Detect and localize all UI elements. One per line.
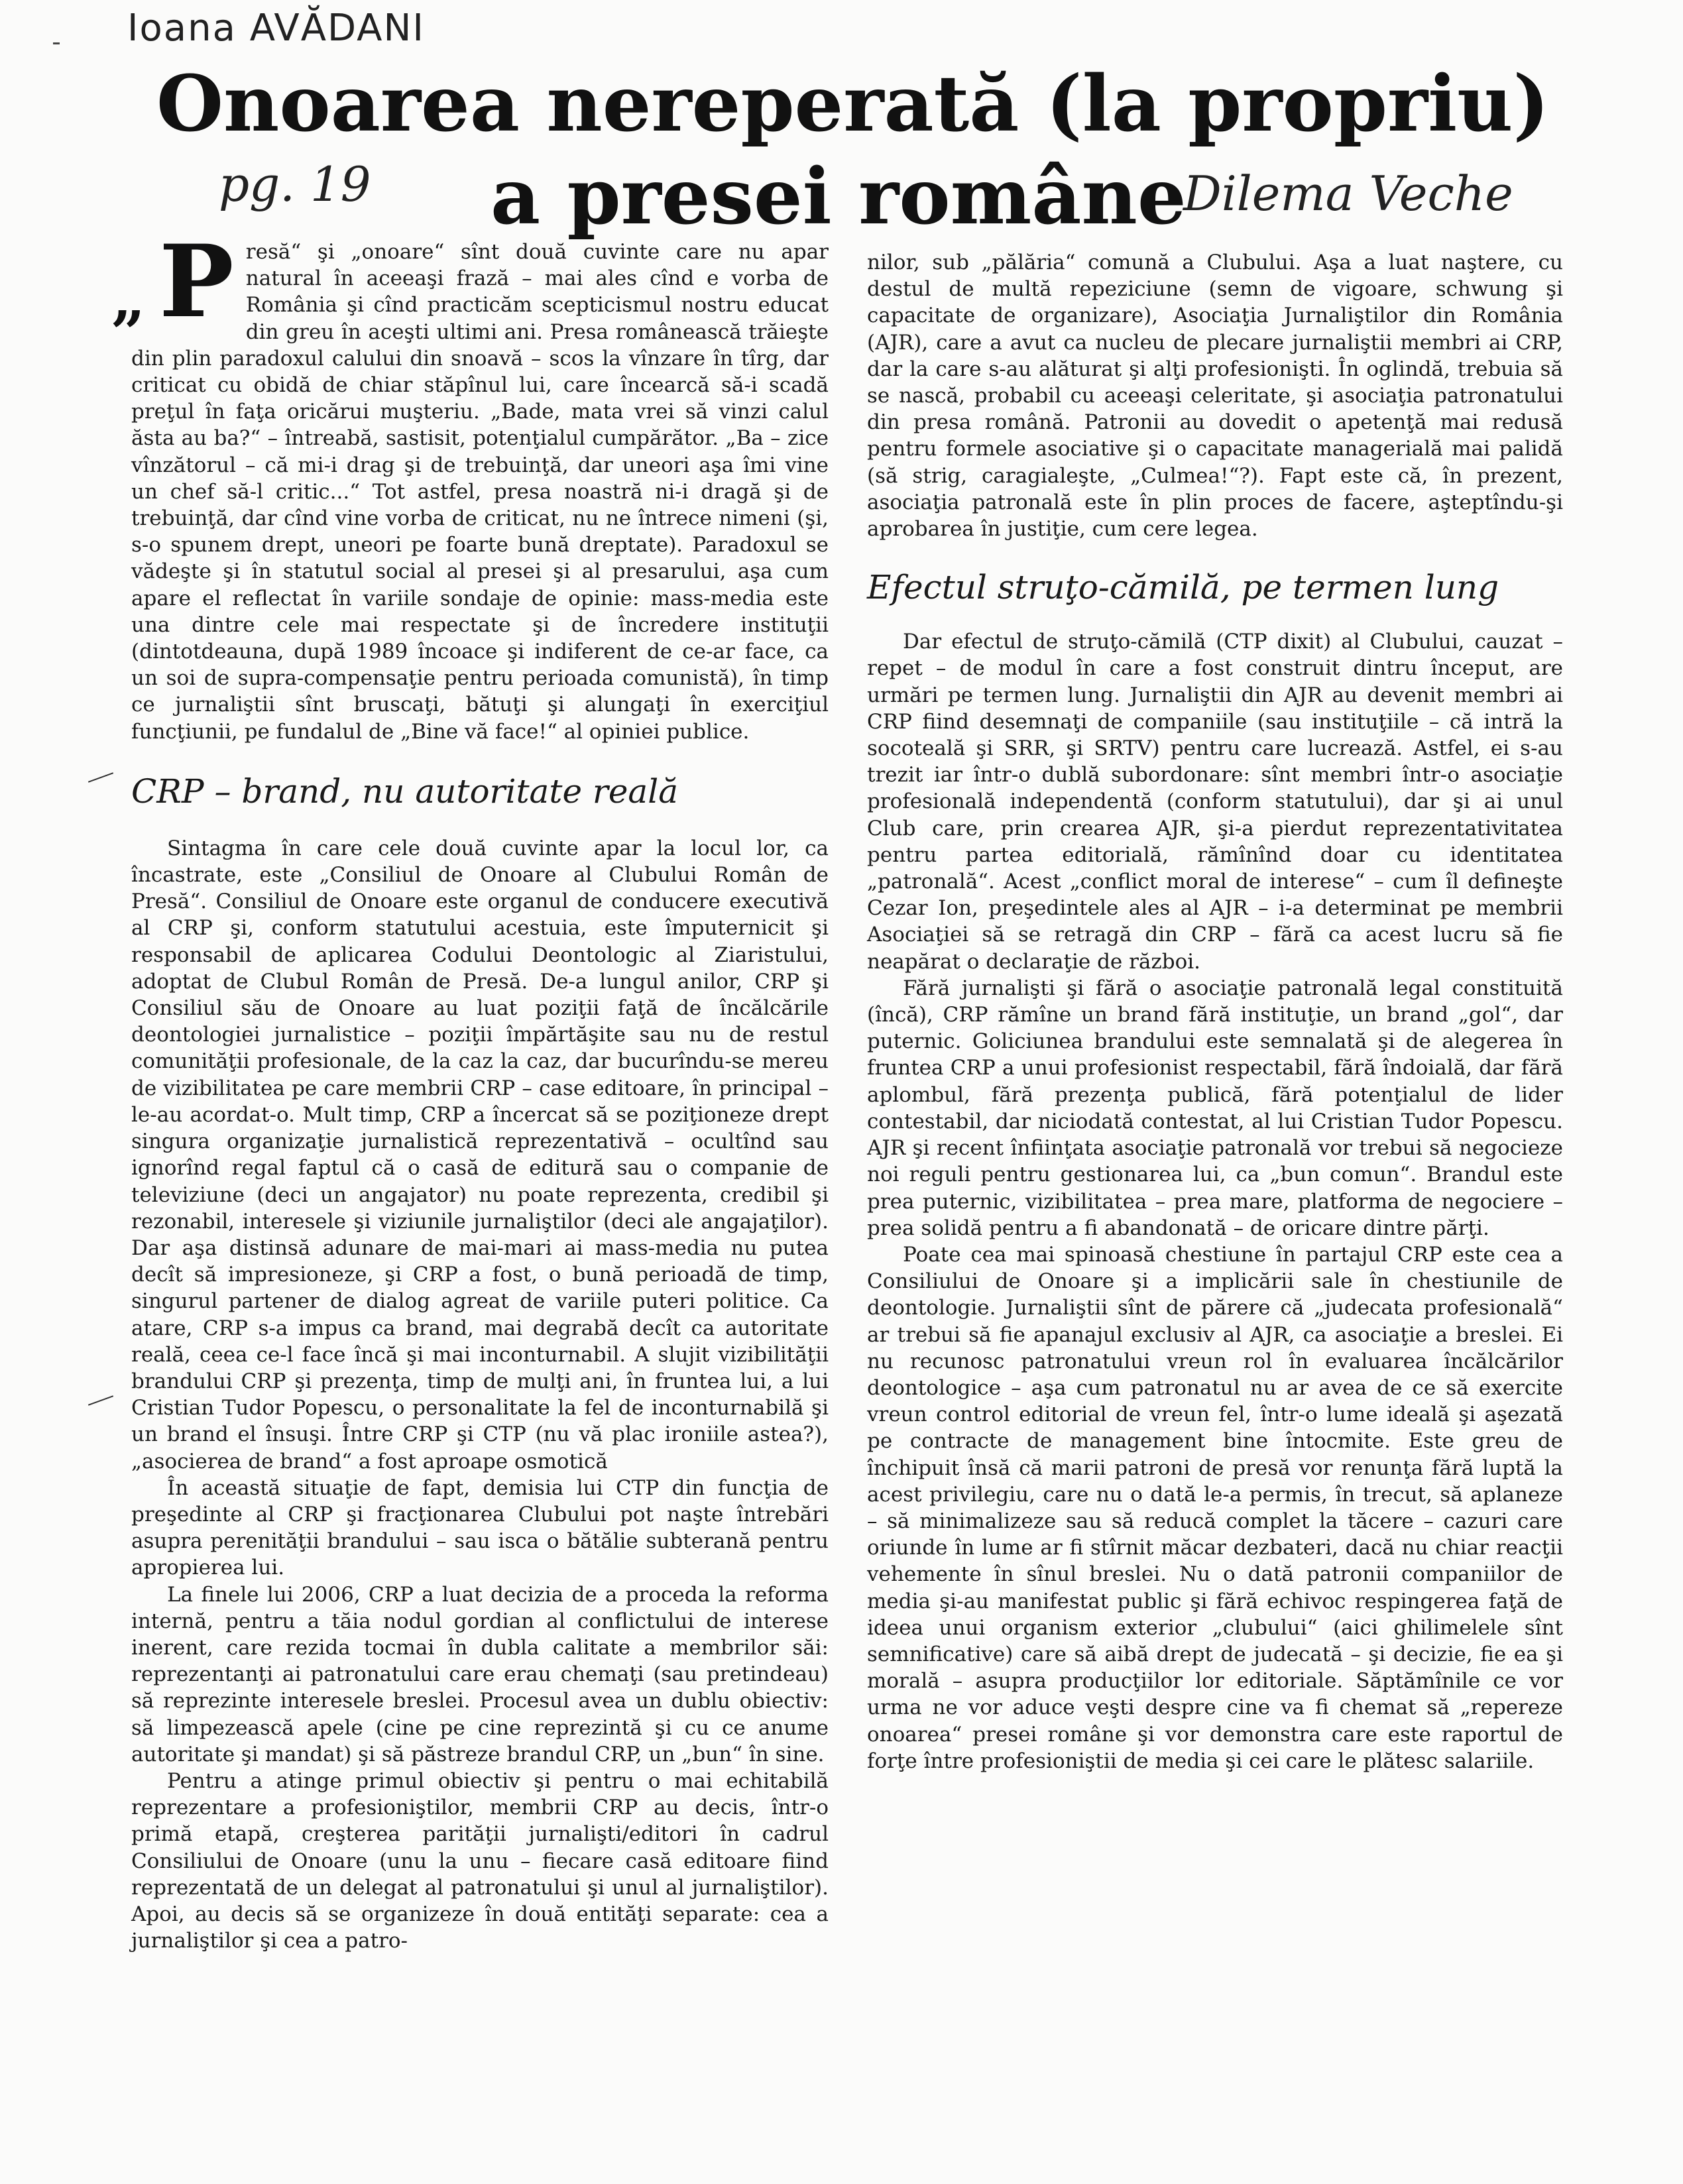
section-heading-struto-camila: Efectul struţo-cămilă, pe termen lung: [867, 568, 1499, 607]
margin-pen-mark: [88, 772, 113, 783]
handwritten-page-note: pg. 19: [219, 156, 371, 212]
author-byline: Ioana AVĂDANI: [127, 7, 425, 50]
article-title-line-2: a presei române: [491, 152, 1187, 242]
body-paragraph: Pentru a atinge primul obiectiv şi pentru o mai echitabilă reprezentare a profesioniştilor, membrii CRP au decis, într-o primă etapă, creşterea parităţii jurnalişti/editori în cadrul Consiliului de Onoare (unu la unu – fiecare casă editoare fiind reprezentată de un delegat al patronatului şi unul al jurnaliştilor). Apoi, au decis să se organizeze în două entităţi separate: cea a jurnaliştilor şi cea a patro-: [131, 1768, 829, 1953]
body-paragraph: nilor, sub „pălăria“ comună a Clubului. Aşa a luat naştere, cu destul de multă repeziciune (semn de vigoare, schwung şi capacitate de organizare), Asociaţia Jurnaliştilor din România (AJR), care a avut ca nucleu de plecare jurnaliştii membri ai CRP, dar la care s-au alăturat şi alţi profesionişti. În oglindă, trebuia să se nască, probabil cu aceeaşi celeritate, şi asociaţia patronatului din presa română. Patronii au dovedit o apetenţă mai redusă pentru formele asociative şi o capacitate managerială mai palidă (să strig, caragialeşte, „Culmea!“?). Fapt este că, în prezent, asociaţia patronală este în plin proces de facere, aşteptîndu-şi aprobarea în justiţie, cum cere legea.: [867, 251, 1563, 542]
left-column: [111, 223, 829, 1954]
intro-text: resă“ şi „onoare“ sînt două cuvinte care nu apar natural în aceeaşi frază – mai ales cînd e vorba de România şi cînd practicăm scepticismul nostru educat din greu în aceşti ultimi ani. Presa românească trăieşte din plin paradoxul calului din snoavă – scos la vînzare în tîrg, dar criticat cu obidă de chiar stăpînul lui, care încearcă să-i scadă preţul în faţa oricărui muşteriu. „Bade, mata vrei să vinzi calul ăsta au ba?“ – întreabă, sastisit, potenţialul cumpărător. „Ba – zice vînzătorul – că mi-i drag şi de trebuinţă, dar uneori aşa îmi vine un chef să-l critic...“ Tot astfel, presa noastră ni-i dragă şi de trebuinţă, dar cînd vine vorba de criticat, nu ne întrece nimeni (şi, s-o spunem drept, uneori pe foarte bună dreptate). Paradoxul se vădeşte şi în statutul social al presei şi al presarului, aşa cum apare el reflectat în variile sondaje de opinie: mass-media este una dintre cele mai respectate şi de încredere instituţii (dintotdeauna, după 1989 încoace şi indiferent de ce-ar face, ca un soi de supra-compensaţie pentru perioada comunistă), în timp ce jurnaliştii sînt bruscaţi, bătuţi şi alungaţi în exerciţiul funcţiunii, pe fundalul de „Bine vă face!“ al opiniei publice.: [131, 240, 829, 744]
right-column: [867, 249, 1563, 1774]
body-paragraph: Dar efectul de struţo-cămilă (CTP dixit) al Clubului, cauzat – repet – de modul în care a fost construit dintru început, are urmări pe termen lung. Jurnaliştii din AJR au devenit membri ai CRP fiind desemnaţi de companiile (sau instituţiile – că intră la socoteală şi SRR, şi SRTV) pentru care lucrează. Astfel, ei s-au trezit iar într-o dublă subordonare: sînt membri într-o asociaţie profesională independentă (conform statutului), dar şi ai unul Club care, prin crearea AJR, şi-a pierdut reprezentativitatea pentru partea editorială, rămînînd doar cu identitatea „patronală“. Acest „conflict moral de interese“ – cum îl defineşte Cezar Ion, preşedintele ales al AJR – i-a determinat pe membrii Asociaţiei să se retragă din CRP – fără ca acest lucru să fie neapărat o declaraţie de război.: [867, 630, 1563, 974]
body-paragraph: Sintagma în care cele două cuvinte apar la locul lor, ca încastrate, este „Consiliul de Onoare al Clubului Român de Presă“. Consiliul de Onoare este organul de conducere executivă al CRP şi, conform statutului acestuia, este împuternicit şi responsabil de aplicarea Codului Deontologic al Ziaristului, adoptat de Clubul Român de Presă. De-a lungul anilor, CRP şi Consiliul său de Onoare au luat poziţii faţă de încălcările deontologiei jurnalistice – poziţii împărtăşite sau nu de restul comunităţii profesionale, de la caz la caz, dar bucurîndu-se mereu de vizibilitatea pe care membrii CRP – case editoare, în principal – le-au acordat-o. Mult timp, CRP a încercat să se poziţioneze drept singura organizaţie jurnalistică reprezentativă – ocultînd sau ignorînd regal faptul că o casă de editură sau o companie de televiziune (deci un angajator) nu poate reprezenta, credibil şi rezonabil, interesele şi viziunile jurnaliştilor (deci ale angajaţilor). Dar aşa distinsă adunare de mai-mari ai mass-media nu putea decît să impresioneze, şi CRP a fost, o bună perioadă de timp, singurul partener de dialog agreat de variile puteri politice. Ca atare, CRP s-a impus ca brand, mai degrabă decît ca autoritate reală, ceea ce-l face încă şi mai inconturnabil. A slujit vizibilităţii brandului CRP şi prezenţa, timp de mulţi ani, în fruntea lui, a lui Cristian Tudor Popescu, o personalitate la fel de inconturnabilă şi un brand el însuşi. Între CRP şi CTP (nu vă plac ironiile astea?), „asocierea de brand“ a fost aproape osmotică: [131, 836, 829, 1473]
body-paragraph: Poate cea mai spinoasă chestiune în partajul CRP este cea a Consiliului de Onoare şi a implicării sale în chestiunile de deontologie. Jurnaliştii sînt de părere că „judecata profesională“ ar trebui să fie apanajul exclusiv al AJR, ca asociaţie a breslei. Ei nu recunosc patronatului vreun rol în evaluarea încălcărilor deontologice – aşa cum patronatul nu ar avea de ce să exercite vreun control editorial de vreun fel, într-o lume ideală şi aşezată pe contracte de management bine întocmite. Este greu de închipuit însă că marii patroni de presă vor renunţa fără luptă la acest privilegiu, care nu o dată le-a permis, în trecut, să aplaneze – să minimalizeze sau să reducă complet la tăcere – cazuri care oriunde în lume ar fi stîrnit măcar dezbateri, dacă nu chiar reacţii vehemente în sînul breslei. Nu o dată patronii companiilor de media şi-au manifestat public şi fără echivoc respingerea faţă de ideea unui organism exterior „clubului“ (aici ghilimelele sînt semnificative) care să aibă drept de judecată – şi decizie, fie ea şi morală – asupra producţiilor lor editoriale. Săptămînile ce vor urma ne vor aduce veşti despre cine va fi chemat să „repereze onoarea“ presei române şi vor demonstra care este raportul de forţe între profesioniştii de media şi cei care le plătesc salariile.: [867, 1242, 1563, 1773]
body-paragraph: La finele lui 2006, CRP a luat decizia de a proceda la reforma internă, pentru a tăia nodul gordian al conflictului de interese inerent, care rezida tocmai în dubla calitate a membrilor săi: reprezentanţi ai patronatului care erau chemaţi (sau pretindeau) să reprezinte interesele breslei. Procesul avea un dublu obiectiv: să limpezească apele (cine pe cine reprezintă şi cu ce anume autoritate şi mandat) şi să păstreze brandul CRP, un „bun“ în sine.: [131, 1582, 829, 1766]
body-paragraph: Fără jurnalişti şi fără o asociaţie patronală legal constituită (încă), CRP rămîne un brand fără instituţie, un brand „gol“, dar puternic. Goliciunea brandului este semnalată şi de alegerea în fruntea CRP a unui profesionist respectabil, fără îndoială, dar fără aplombul, fără prezenţa publică, fără potenţialul de lider contestabil, dar niciodată contestat, al lui Cristian Tudor Popescu. AJR şi recent înfiinţata asociaţie patronală vor trebui să negocieze noi reguli pentru gestionarea lui, ca „bun comun“. Brandul este prea puternic, vizibilitatea – prea mare, platforma de negociere – prea solidă pentru a fi abandonată – de oricare dintre părţi.: [867, 976, 1563, 1240]
article-title-line-1: Onoarea nereperată (la propriu): [156, 59, 1550, 149]
margin-pen-mark: [88, 1395, 113, 1406]
drop-cap: P: [159, 223, 234, 340]
body-paragraph: În această situaţie de fapt, demisia lui CTP din funcţia de preşedinte al CRP şi fracţionarea Clubului pot naşte întrebări asupra perenităţii brandului – sau isca o bătălie subterană pentru apropierea lui.: [131, 1475, 829, 1580]
intro-paragraph: [111, 223, 829, 745]
opening-quote-mark: „: [111, 264, 146, 334]
handwritten-source-note: Dilema Veche: [1183, 166, 1513, 221]
scan-mark: [53, 42, 60, 44]
section-heading-crp-brand: CRP – brand, nu autoritate reală: [131, 772, 679, 811]
